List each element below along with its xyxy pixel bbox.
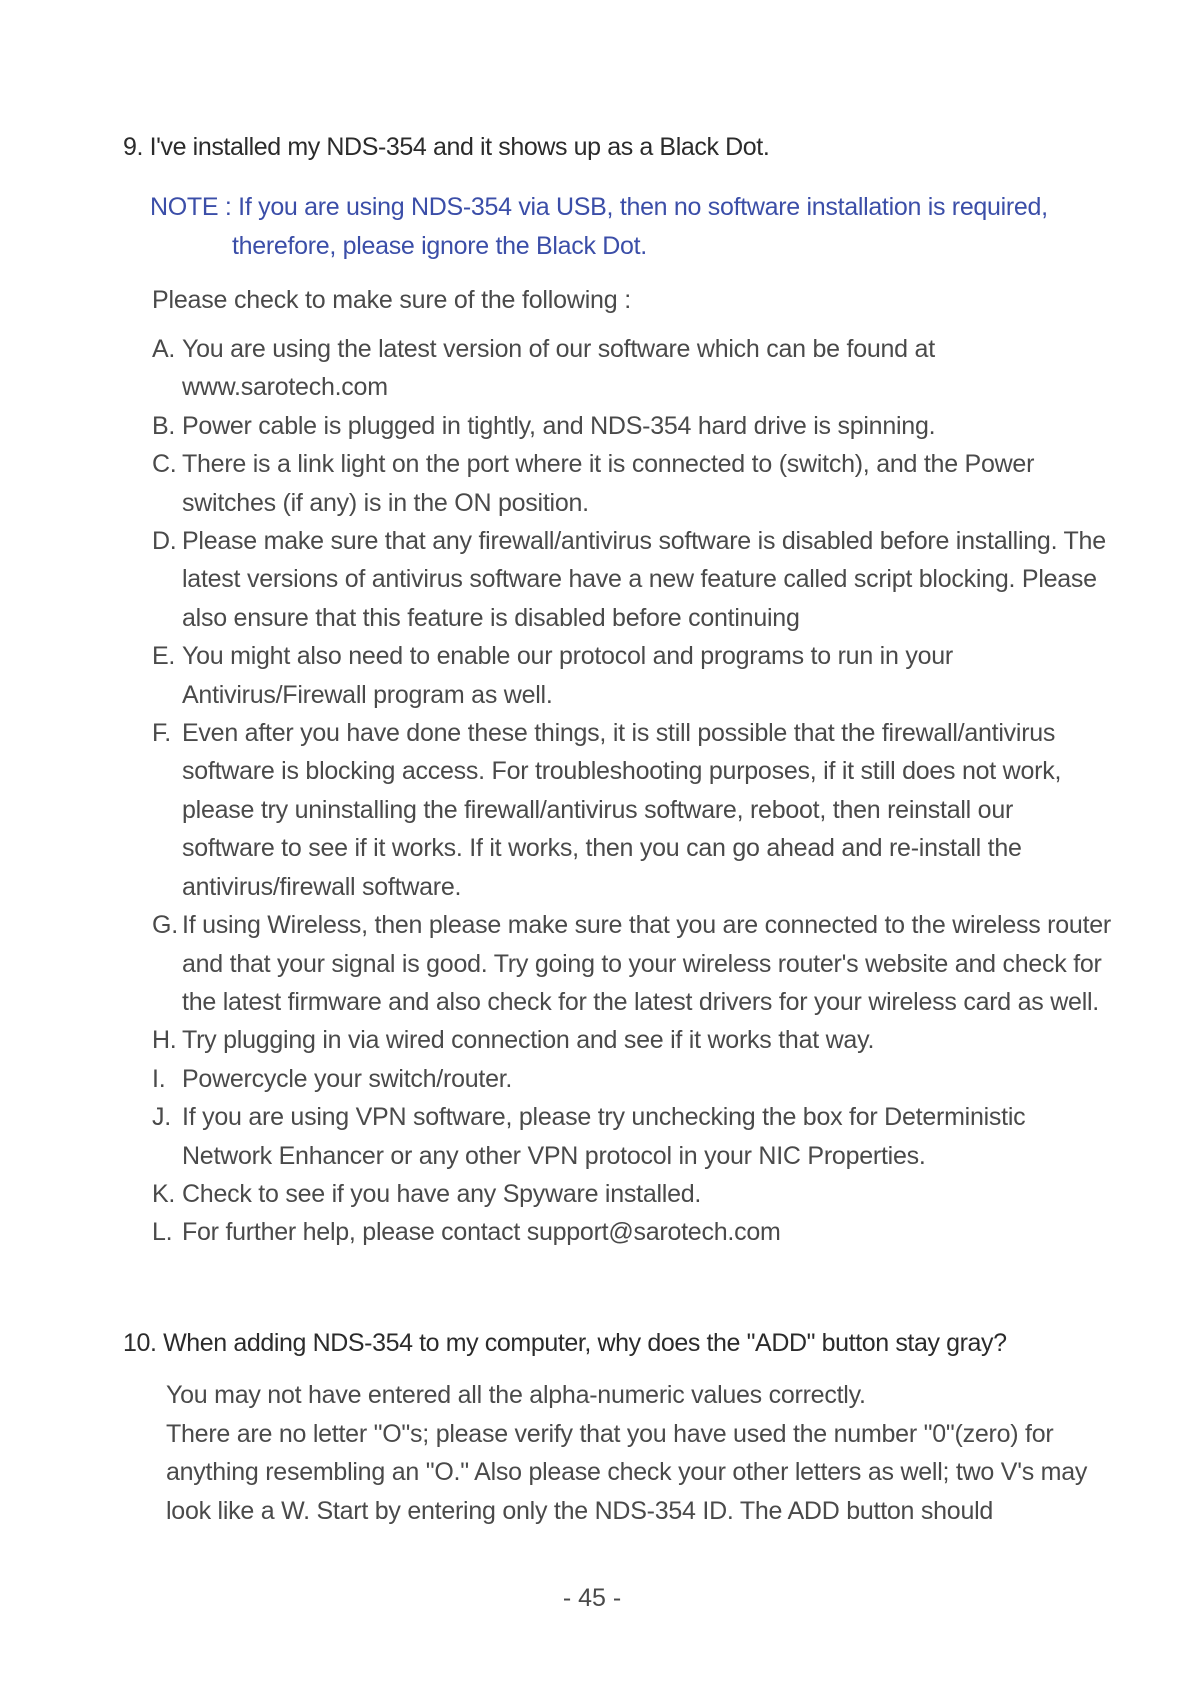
answer-paragraph-2: There are no letter "O"s; please verify that you have used the number "0"(zero) for anything resembling an "O." Also please check your other letters as well; two V's may look like a W. Start by entering only the NDS-354 ID. The ADD button should	[166, 1419, 1088, 1525]
item-text: Even after you have done these things, it is still possible that the firewall/antivirus software is blocking access. For troubleshooting purposes, if it still does not work, please try uninstalling the firewall/antivirus software, reboot, then reinstall our software to see if it works. If it works, then you can go ahead and re-install the antivirus/firewall software.	[182, 719, 1062, 901]
item-text: If using Wireless, then please make sure that you are connected to the wireless router and that your signal is good. Try going to your wireless router's website and check for the latest firmware and also check for the latest drivers for your wireless card as well.	[182, 911, 1111, 1016]
checklist-item-l	[152, 1213, 1112, 1251]
item-text: Power cable is plugged in tightly, and NDS-354 hard drive is spinning.	[182, 411, 936, 440]
checklist-item-c	[152, 445, 1112, 522]
note-line-1: NOTE : If you are using NDS-354 via USB, then no software installation is required,	[150, 193, 1048, 221]
checklist	[152, 330, 1112, 1252]
question-10-answer	[166, 1376, 1116, 1530]
item-marker: C.	[152, 450, 177, 479]
checklist-item-e	[152, 637, 1112, 714]
item-marker: A.	[152, 335, 176, 363]
item-text: Please make sure that any firewall/antivirus software is disabled before installing. The latest versions of antivirus software have a new feature called script blocking. Please also ensure that this feature is disabled before continuing	[182, 527, 1106, 632]
item-marker: D.	[152, 527, 177, 556]
item-text: If you are using VPN software, please try unchecking the box for Deterministic Network Enhancer or any other VPN protocol in your NIC Properties.	[182, 1103, 1026, 1170]
item-text: You might also need to enable our protocol and programs to run in your Antivirus/Firewall program as well.	[182, 642, 953, 709]
item-text: For further help, please contact support@sarotech.com	[182, 1218, 781, 1247]
checklist-item-j	[152, 1098, 1112, 1175]
checklist-item-f	[152, 714, 1112, 906]
checklist-item-b	[152, 407, 1112, 445]
item-marker: B.	[152, 411, 176, 440]
checklist-item-d	[152, 522, 1112, 637]
note-line-2: therefore, please ignore the Black Dot.	[232, 232, 647, 260]
checklist-item-h	[152, 1021, 1112, 1059]
item-marker: H.	[152, 1026, 177, 1055]
checklist-item-i	[152, 1060, 1112, 1098]
item-marker: G.	[152, 911, 178, 940]
item-text: Try plugging in via wired connection and see if it works that way.	[182, 1026, 875, 1055]
question-10-title: 10. When adding NDS-354 to my computer, why does the "ADD" button stay gray?	[123, 1329, 1007, 1357]
page-number: - 45 -	[562, 1584, 622, 1612]
item-marker: F.	[152, 719, 171, 748]
usb-note	[150, 188, 1090, 266]
item-marker: I.	[152, 1064, 166, 1093]
item-text: You are using the latest version of our software which can be found at www.sarotech.com	[182, 335, 935, 402]
item-marker: K.	[152, 1179, 176, 1208]
item-text: Check to see if you have any Spyware installed.	[182, 1179, 702, 1208]
checklist-intro: Please check to make sure of the following :	[152, 286, 631, 314]
checklist-item-k	[152, 1175, 1112, 1213]
checklist-item-a	[152, 330, 1112, 407]
question-9-title: 9. I've installed my NDS-354 and it shows up as a Black Dot.	[123, 133, 770, 161]
checklist-item-g	[152, 906, 1112, 1021]
item-marker: L.	[152, 1218, 173, 1247]
item-text: Powercycle your switch/router.	[182, 1064, 513, 1093]
item-marker: E.	[152, 642, 176, 671]
answer-paragraph-1: You may not have entered all the alpha-numeric values correctly.	[166, 1381, 866, 1409]
item-text: There is a link light on the port where it is connected to (switch), and the Power switches (if any) is in the ON position.	[182, 450, 1035, 517]
item-marker: J.	[152, 1103, 171, 1132]
